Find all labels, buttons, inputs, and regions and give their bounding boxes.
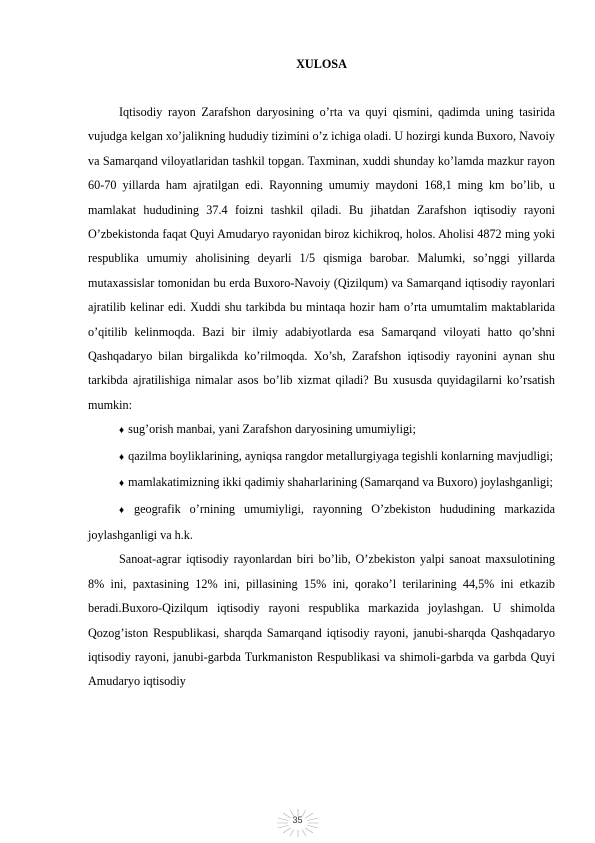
diamond-bullet-icon: ♦ (119, 425, 125, 437)
bullet-text: sug’orish manbai, yani Zarafshon daryosining umumiyligi; (128, 422, 416, 437)
bullet-item-4 (88, 497, 555, 548)
diamond-bullet-icon: ♦ (119, 451, 125, 463)
bullet-text: qazilma boyliklarining, ayniqsa rangdor metallurgiyaga tegishli konlarning mavjudligi; (128, 448, 553, 463)
page-number: 35 (292, 815, 303, 825)
page-footer (0, 808, 595, 843)
diamond-bullet-icon: ♦ (119, 504, 131, 516)
bullet-item-3 (88, 470, 555, 496)
paragraph-economy: Sanoat-agrar iqtisodiy rayonlardan biri bo’lib, O’zbekiston yalpi sanoat maxsulotining 8% ini, paxtasining 12% ini, pillasining 15% ini, qorako’l terilarining 44,5% ini etkazib beradi.Buxoro-Qizilqum iqtisodiy rayoni respublika markazida joylashgan. U shimolda Qozog’iston Respublikasi, sharqda Samarqand iqtisodiy rayoni, janubi-sharqda Qashqadaryo iqtisodiy rayoni, janubi-garbda Turkmaniston Respublikasi va shimoli-garbda va garbda Quyi Amudaryo iqtisodiy (88, 552, 555, 689)
bullet-text: mamlakatimizning ikki qadimiy shaharlarining (Samarqand va Buxoro) joylashganligi; (128, 475, 553, 490)
bullet-text: geografik o’rnining umumiyligi, rayonning O’zbekiston hududining markazida joylashganligi va h.k. (88, 501, 555, 542)
paragraph-intro: Iqtisodiy rayon Zarafshon daryosining o’rta va quyi qismini, qadimda uning tasirida vujudga kelgan xo’jalikning hududiy tizimini o’z ichiga oladi. U hozirgi kunda Buxoro, Navoiy va Samarqand viloyatlaridan tashkil topgan. Taxminan, xuddi shunday ko’lamda mazkur rayon 60-70 yillarda ham ajratilgan edi. Rayonning umumiy maydoni 168,1 ming km bo’lib, u mamlakat hududining 37.4 foizni tashkil qiladi. Bu jihatdan Zarafshon iqtisodiy rayoni O’zbekistonda faqat Quyi Amudaryo rayonidan biroz kichikroq, holos. Aholisi 4872 ming yoki respublika umumiy aholisining deyarli 1/5 qismiga barobar. Malumki, so’nggi yillarda mutaxassislar tomonidan bu erda Buxoro-Navoiy (Qizilqum) va Samarqand iqtisodiy rayonlari ajratilib kelinar edi. Xuddi shu tarkibda bu mintaqa hozir ham o’rta umumtalim maktablarida o’qitilib kelinmoqda. Bazi bir ilmiy adabiyotlarda esa Samarqand viloyati hatto qo’shni Qashqadaryo bilan birgalikda ko’rilmoqda. Xo’sh, Zarafshon iqtisodiy rayonini aynan shu tarkibda ajratilishiga nimalar asos bo’lib xizmat qiladi? Bu xususda quyidagilarni ko’rsatish mumkin: (88, 105, 555, 412)
diamond-bullet-icon: ♦ (119, 478, 125, 490)
bullet-item-1 (88, 417, 555, 443)
page-title: XULOSA (296, 57, 347, 71)
bullet-item-2 (88, 444, 555, 470)
page-number-badge (276, 808, 320, 838)
document-page (88, 52, 555, 694)
